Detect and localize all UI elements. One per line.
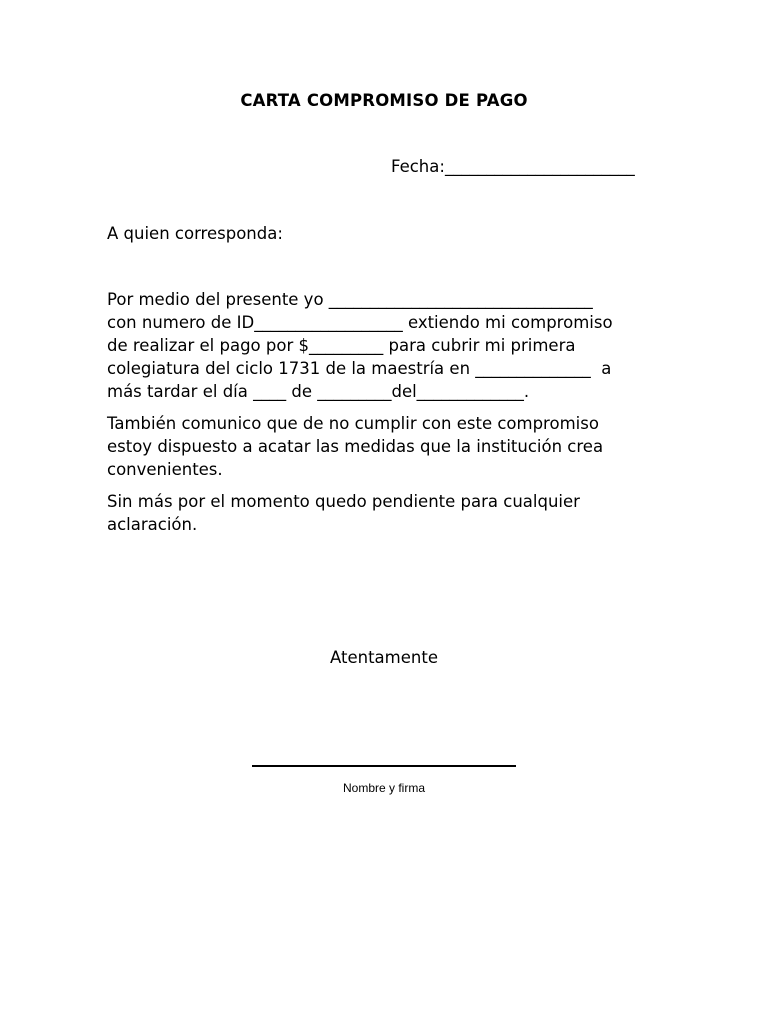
greeting: A quien corresponda:	[107, 224, 283, 243]
paragraph-line: También comunico que de no cumplir con este compromiso	[107, 414, 599, 433]
signature-line	[252, 765, 516, 767]
paragraph-line: Sin más por el momento quedo pendiente para cualquier	[107, 492, 580, 511]
paragraph-line: de realizar el pago por $_________ para cubrir mi primera	[107, 336, 576, 355]
signature-caption: Nombre y firma	[342, 781, 425, 795]
paragraph-line: colegiatura del ciclo 1731 de la maestría en ______________ a	[107, 359, 612, 378]
consequence-paragraph	[107, 412, 667, 481]
document-title: CARTA COMPROMISO DE PAGO	[240, 91, 528, 110]
closing-salutation: Atentamente	[330, 648, 438, 667]
date-line: Fecha:_______________________	[391, 157, 635, 176]
paragraph-line: estoy dispuesto a acatar las medidas que la institución crea	[107, 437, 604, 456]
closing-paragraph	[107, 490, 667, 536]
paragraph-line: con numero de ID__________________ extiendo mi compromiso	[107, 313, 613, 332]
paragraph-line: convenientes.	[107, 460, 223, 479]
paragraph-line: Por medio del presente yo ________________________________	[107, 290, 593, 309]
commitment-paragraph	[107, 288, 667, 403]
paragraph-line: aclaración.	[107, 515, 198, 534]
paragraph-line: más tardar el día ____ de _________del_____________.	[107, 382, 530, 401]
